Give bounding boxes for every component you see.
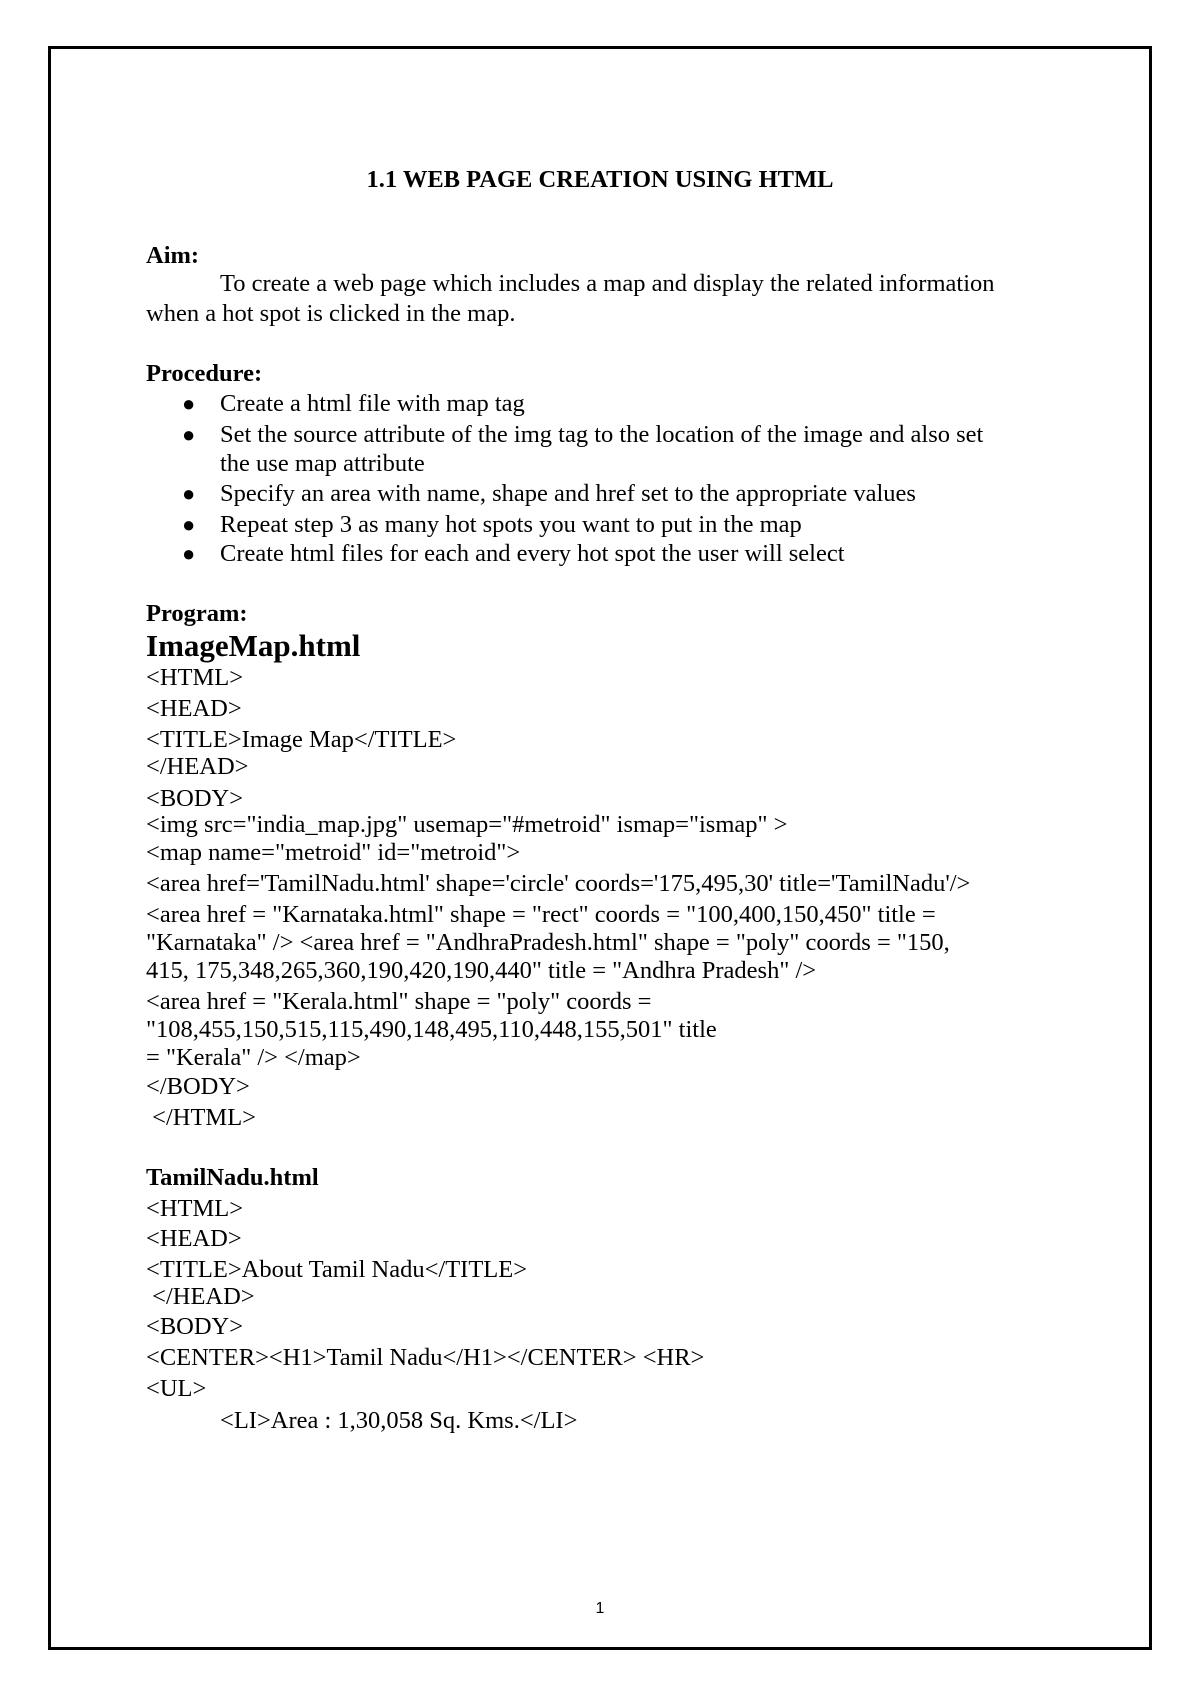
code-line: <area href='TamilNadu.html' shape='circle' coords='175,495,30' title='TamilNadu'/> [146, 870, 971, 897]
procedure-step [146, 538, 845, 570]
procedure-step-text: the use map attribute [220, 450, 425, 477]
code-line: <CENTER><H1>Tamil Nadu</H1></CENTER> <HR> [146, 1344, 705, 1371]
code-line: <img src="india_map.jpg" usemap="#metroid" ismap="ismap" > [146, 811, 788, 838]
code-line: </HEAD> [146, 1283, 255, 1310]
code-line: </BODY> [146, 1073, 250, 1100]
procedure-heading: Procedure: [146, 360, 263, 387]
code-line: <HTML> [146, 664, 244, 691]
code-line: <BODY> [146, 1313, 244, 1340]
imagemap-filename: ImageMap.html [146, 628, 361, 663]
procedure-step-text: Repeat step 3 as many hot spots you want to put in the map [220, 511, 802, 538]
code-line: <TITLE>About Tamil Nadu</TITLE> [146, 1256, 528, 1283]
bullet-icon: ● [182, 391, 196, 416]
procedure-step [146, 509, 802, 541]
tamilnadu-filename: TamilNadu.html [146, 1164, 319, 1191]
procedure-step-text: Create a html file with map tag [220, 390, 525, 417]
code-line: <BODY> [146, 785, 244, 812]
code-line: <HTML> [146, 1195, 244, 1222]
code-line: <LI>Area : 1,30,058 Sq. Kms.</LI> [220, 1407, 578, 1434]
procedure-step-text: Create html files for each and every hot spot the user will select [220, 540, 845, 567]
procedure-step-continuation [146, 448, 425, 480]
procedure-step [146, 388, 525, 420]
code-line: <TITLE>Image Map</TITLE> [146, 726, 457, 753]
code-line: <area href = "Kerala.html" shape = "poly" coords = [146, 988, 652, 1015]
program-heading: Program: [146, 600, 248, 627]
code-line: <HEAD> [146, 1225, 242, 1252]
bullet-icon: ● [182, 541, 196, 566]
code-line: "Karnataka" /> <area href = "AndhraPradesh.html" shape = "poly" coords = "150, [146, 929, 950, 956]
code-line: <area href = "Karnataka.html" shape = "rect" coords = "100,400,150,450" title = [146, 901, 936, 928]
procedure-step [146, 419, 983, 451]
code-line: 415, 175,348,265,360,190,420,190,440" title = "Andhra Pradesh" /> [146, 957, 817, 984]
bullet-icon: ● [182, 481, 196, 506]
page-title: 1.1 WEB PAGE CREATION USING HTML [366, 166, 834, 193]
bullet-icon: ● [182, 422, 196, 447]
bullet-icon: ● [182, 512, 196, 537]
procedure-step-text: Specify an area with name, shape and href set to the appropriate values [220, 480, 916, 507]
code-line: "108,455,150,515,115,490,148,495,110,448,155,501" title [146, 1016, 717, 1043]
aim-heading: Aim: [146, 242, 200, 269]
code-line: <map name="metroid" id="metroid"> [146, 839, 521, 866]
page-number: 1 [595, 1600, 605, 1617]
code-line: = "Kerala" /> </map> [146, 1044, 361, 1071]
aim-text-line-1: To create a web page which includes a map and display the related information [220, 270, 995, 297]
procedure-step [146, 478, 916, 510]
aim-text-line-2: when a hot spot is clicked in the map. [146, 300, 516, 327]
code-line: <HEAD> [146, 695, 242, 722]
code-line: </HTML> [146, 1104, 256, 1131]
code-line: <UL> [146, 1375, 207, 1402]
procedure-step-text: Set the source attribute of the img tag to the location of the image and also set [220, 421, 984, 448]
code-line: </HEAD> [146, 753, 249, 780]
